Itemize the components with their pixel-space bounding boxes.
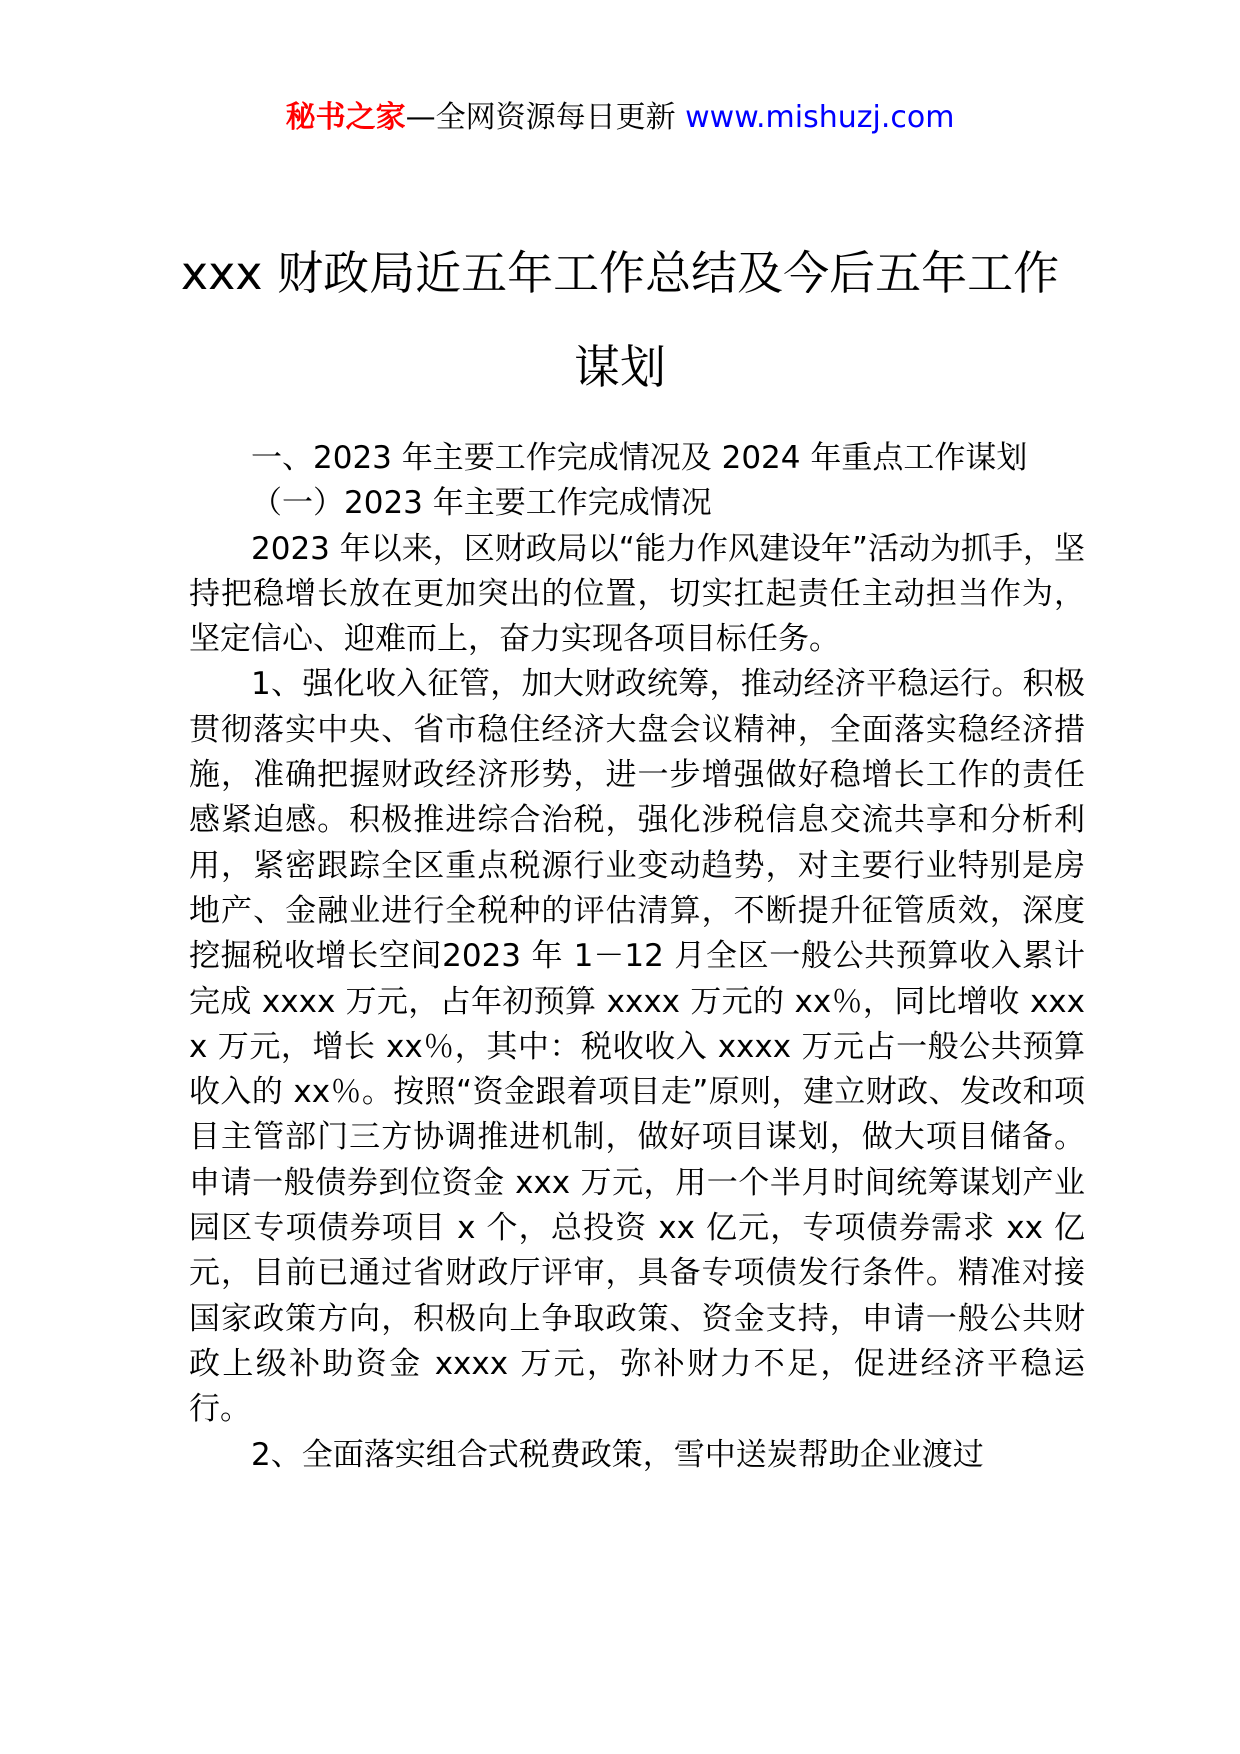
paragraph-1: 1、强化收入征管，加大财政统筹，推动经济平稳运行。积极贯彻落实中央、省市稳住经济大盘会议精神，全面落实稳经济措施，准确把握财政经济形势，进一步增强做好稳增长工作的责任感紧迫感。积极推进综合治税，强化涉税信息交流共享和分析利用，紧密跟踪全区重点税源行业变动趋势，对主要行业特别是房地产、金融业进行全税种的评估清算，不断提升征管质效，深度挖掘税收增长空间2023 年 1－12 月全区一般公共预算收入累计完成 xxxx 万元，占年初预算 xxxx 万元的 xx％，同比增收 xxxx 万元，增长 xx％，其中：税收收入 xxxx 万元占一般公共预算收入的 xx％。按照“资金跟着项目走”原则，建立财政、发改和项目主管部门三方协调推进机制，做好项目谋划，做大项目储备。申请一般债券到位资金 xxx 万元，用一个半月时间统筹谋划产业园区专项债券项目 x 个，总投资 xx 亿元，专项债券需求 xx 亿元，目前已通过省财政厅评审，具备专项债发行条件。精准对接国家政策方向，积极向上争取政策、资金支持，申请一般公共财政上级补助资金 xxxx 万元，弥补财力不足，促进经济平稳运行。 [189, 666, 1085, 1428]
site-brand: 秘书之家 [285, 100, 406, 135]
site-url-link[interactable]: www.mishuzj.com [685, 100, 955, 135]
paragraph-2: 2、全面落实组合式税费政策，雪中送炭帮助企业渡过 [251, 1436, 984, 1473]
document-title [0, 226, 1240, 414]
document-body [189, 436, 1085, 1478]
subsection-heading: （一）2023 年主要工作完成情况 [251, 485, 712, 522]
title-line-1: xxx 财政局近五年工作总结及今后五年工作 [180, 246, 1060, 300]
section-heading: 一、2023 年主要工作完成情况及 2024 年重点工作谋划 [251, 440, 1028, 476]
intro-paragraph: 2023 年以来，区财政局以“能力作风建设年”活动为抓手，坚持把稳增长放在更加突出的位置，切实扛起责任主动担当作为，坚定信心、迎难而上，奋力实现各项目标任务。 [189, 530, 1085, 658]
title-line-2: 谋划 [574, 340, 666, 394]
site-header [0, 96, 1240, 140]
site-tagline: —全网资源每日更新 [405, 100, 686, 135]
